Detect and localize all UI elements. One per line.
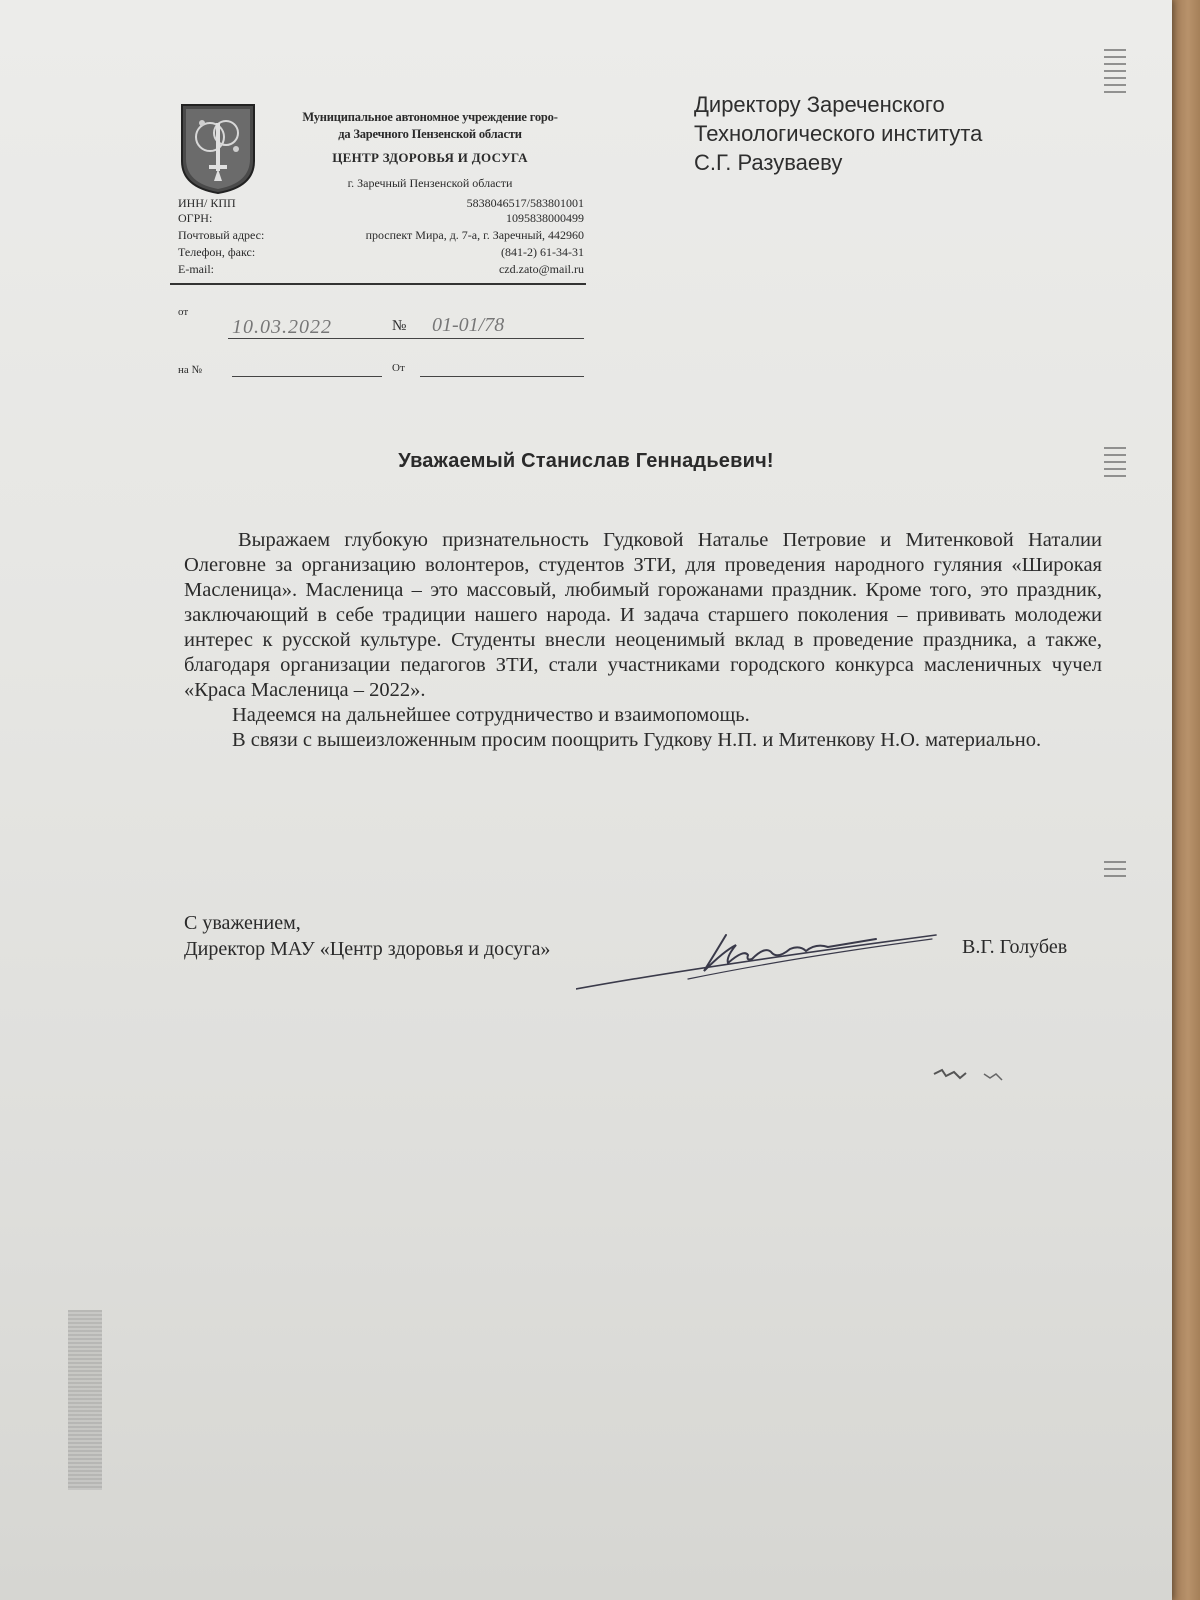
requisite-label: ИНН/ КПП <box>178 196 236 210</box>
requisite-value: проспект Мира, д. 7-а, г. Заречный, 442960 <box>365 228 584 242</box>
requisite-row-inn <box>178 196 584 211</box>
reply-from-line <box>420 376 584 377</box>
letter-body <box>184 528 1102 753</box>
requisite-value: czd.zato@mail.ru <box>498 262 584 276</box>
salutation: Уважаемый Станислав Геннадьевич! <box>398 450 774 472</box>
coat-of-arms-icon <box>180 103 256 195</box>
reference-from-label: от <box>178 306 189 318</box>
reply-number-line <box>232 376 382 377</box>
reference-date: 10.03.2022 <box>232 316 332 338</box>
requisite-label: E-mail: <box>178 262 214 276</box>
organization-name-line2: да Заречного Пензенской области <box>338 127 522 141</box>
requisite-row-email <box>178 262 584 277</box>
requisite-row-address <box>178 228 584 243</box>
table-surface <box>1170 0 1200 1600</box>
handwritten-signature <box>576 915 956 995</box>
ink-smudge <box>932 1064 1012 1084</box>
organization-name-line1: Муниципальное автономное учреждение горо- <box>302 110 558 124</box>
scan-edge-marks <box>1104 856 1126 882</box>
requisite-value: 1095838000499 <box>506 211 584 225</box>
body-paragraph: В связи с вышеизложенным просим поощрить Гудкову Н.П. и Митенкову Н.О. материально. <box>232 729 1042 751</box>
body-paragraph: Выражаем глубокую признательность Гудковой Наталье Петровие и Митенковой Наталии Олеговне за организацию волонтеров, студентов ЗТИ, для проведения народного гуляния «Широкая Масленица». Масленица – это массовый, любимый горожанами праздник. Кроме того, это праздник, заключающий в себе традиции нашего народа. И задача старшего поколения – прививать молодежи интерес к русской культуре. Студенты внесли неоценимый вклад в проведение праздника, а также, благодаря организации педагогов ЗТИ, стали участниками городского конкурса масленичных чучел «Краса Масленица – 2022». <box>184 529 1102 701</box>
addressee-line: Технологического института <box>694 121 983 146</box>
addressee-line: Директору Зареченского <box>694 92 945 117</box>
reply-number-label: на № <box>178 364 203 376</box>
reply-from-label: От <box>392 362 405 374</box>
reference-number: 01-01/78 <box>432 314 505 336</box>
closing-block <box>184 910 550 962</box>
letterhead-divider <box>170 283 586 285</box>
requisite-label: ОГРН: <box>178 211 213 225</box>
scan-artifact <box>68 1310 102 1490</box>
reference-underline <box>228 338 584 339</box>
requisite-value: 5838046517/583801001 <box>466 196 584 210</box>
organization-city: г. Заречный Пензенской области <box>347 176 513 190</box>
requisite-row-phone <box>178 245 584 260</box>
closing-regards: С уважением, <box>184 912 301 934</box>
requisite-label: Почтовый адрес: <box>178 228 265 242</box>
body-paragraph: Надеемся на дальнейшее сотрудничество и взаимопомощь. <box>232 704 750 726</box>
addressee-block <box>694 90 982 177</box>
organization-center-name: ЦЕНТР ЗДОРОВЬЯ И ДОСУГА <box>332 150 528 165</box>
requisite-value: (841-2) 61-34-31 <box>501 245 584 259</box>
requisite-label: Телефон, факс: <box>178 245 256 259</box>
scan-edge-marks <box>1104 44 1126 98</box>
signer-position: Директор МАУ «Центр здоровья и досуга» <box>184 938 551 960</box>
signer-name: В.Г. Голубев <box>962 936 1068 958</box>
reference-number-label: № <box>392 318 407 334</box>
addressee-line: С.Г. Разуваеву <box>694 150 843 175</box>
requisite-row-ogrn <box>178 211 584 226</box>
